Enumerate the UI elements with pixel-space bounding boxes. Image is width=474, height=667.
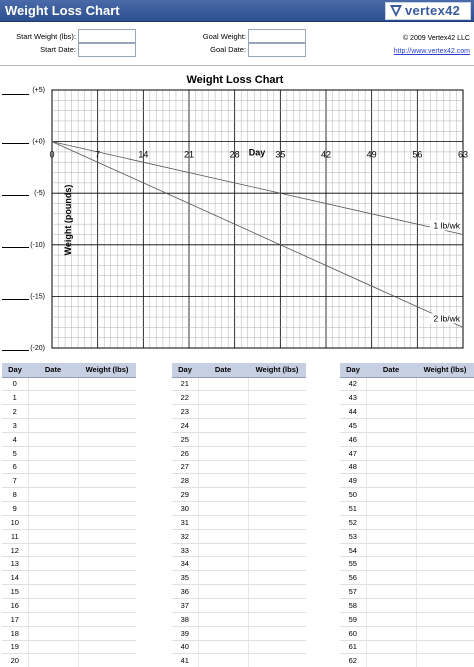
table-row [172, 585, 306, 599]
day-cell: 0 [2, 377, 28, 391]
weight-cell[interactable] [78, 419, 136, 433]
day-cell: 49 [340, 474, 366, 488]
weight-cell[interactable] [248, 599, 306, 613]
table-row [340, 543, 474, 557]
date-cell[interactable] [198, 612, 248, 626]
date-cell[interactable] [198, 654, 248, 667]
table-row [2, 654, 136, 667]
date-cell[interactable] [198, 502, 248, 516]
table-row [2, 515, 136, 529]
weight-cell[interactable] [248, 377, 306, 391]
date-cell[interactable] [366, 515, 416, 529]
table-row [172, 640, 306, 654]
table-row [2, 571, 136, 585]
weight-column-header: Weight (lbs) [78, 363, 136, 377]
weight-cell[interactable] [78, 640, 136, 654]
x-tick-label: 7 [95, 149, 101, 160]
day-column-header: Day [172, 363, 198, 377]
day-cell: 32 [172, 529, 198, 543]
weight-cell[interactable] [78, 571, 136, 585]
day-cell: 17 [2, 612, 28, 626]
date-cell[interactable] [28, 502, 78, 516]
weight-cell[interactable] [416, 474, 474, 488]
date-cell[interactable] [366, 377, 416, 391]
table-row [340, 612, 474, 626]
weight-cell[interactable] [248, 626, 306, 640]
day-cell: 7 [2, 474, 28, 488]
date-cell[interactable] [28, 585, 78, 599]
table-row [2, 377, 136, 391]
date-cell[interactable] [28, 460, 78, 474]
date-cell[interactable] [28, 599, 78, 613]
weight-cell[interactable] [248, 543, 306, 557]
date-cell[interactable] [366, 612, 416, 626]
y-axis-label: Weight (pounds) [63, 184, 73, 256]
day-cell: 12 [2, 543, 28, 557]
date-cell[interactable] [198, 488, 248, 502]
date-cell[interactable] [366, 391, 416, 405]
weight-cell[interactable] [78, 612, 136, 626]
date-cell[interactable] [366, 474, 416, 488]
weight-cell[interactable] [78, 377, 136, 391]
weight-cell[interactable] [248, 446, 306, 460]
day-cell: 22 [172, 391, 198, 405]
table-row [172, 557, 306, 571]
y-tick-label: (+5) [32, 87, 45, 94]
start-date-label: Start Date: [40, 45, 76, 54]
weight-cell[interactable] [248, 529, 306, 543]
date-column-header: Date [198, 363, 248, 377]
day-cell: 21 [172, 377, 198, 391]
date-cell[interactable] [366, 419, 416, 433]
date-cell[interactable] [366, 446, 416, 460]
start-weight-label: Start Weight (lbs): [16, 32, 76, 41]
date-cell[interactable] [198, 391, 248, 405]
table-row [172, 432, 306, 446]
day-cell: 2 [2, 405, 28, 419]
log-table-1 [2, 363, 136, 667]
goal-weight-label: Goal Weight: [202, 32, 246, 41]
date-cell[interactable] [198, 460, 248, 474]
weight-cell[interactable] [416, 612, 474, 626]
day-cell: 14 [2, 571, 28, 585]
date-cell[interactable] [28, 432, 78, 446]
day-cell: 27 [172, 460, 198, 474]
date-cell[interactable] [28, 377, 78, 391]
table-row [2, 460, 136, 474]
day-column-header: Day [340, 363, 366, 377]
table-row [2, 488, 136, 502]
weight-cell[interactable] [78, 446, 136, 460]
date-cell[interactable] [198, 599, 248, 613]
table-row [172, 599, 306, 613]
log-table-2 [172, 363, 306, 667]
table-row [172, 612, 306, 626]
date-cell[interactable] [366, 502, 416, 516]
day-cell: 5 [2, 446, 28, 460]
date-cell[interactable] [366, 529, 416, 543]
date-cell[interactable] [28, 571, 78, 585]
date-cell[interactable] [28, 529, 78, 543]
date-cell[interactable] [28, 612, 78, 626]
day-cell: 57 [340, 585, 366, 599]
day-cell: 24 [172, 419, 198, 433]
day-cell: 45 [340, 419, 366, 433]
table-row [2, 626, 136, 640]
table-row [2, 446, 136, 460]
weight-cell[interactable] [248, 640, 306, 654]
day-cell: 18 [2, 626, 28, 640]
series-label: 1 lb/wk [433, 220, 460, 231]
table-row [2, 474, 136, 488]
weight-cell[interactable] [78, 557, 136, 571]
table-row [340, 432, 474, 446]
weight-cell[interactable] [416, 640, 474, 654]
plot-area [52, 90, 463, 348]
weight-column-header: Weight (lbs) [248, 363, 306, 377]
table-row [2, 405, 136, 419]
date-cell[interactable] [28, 474, 78, 488]
table-row [172, 529, 306, 543]
day-cell: 41 [172, 654, 198, 667]
weight-cell[interactable] [78, 543, 136, 557]
logo-text: vertex42 [405, 3, 461, 18]
weight-cell[interactable] [248, 432, 306, 446]
table-row [340, 571, 474, 585]
day-cell: 16 [2, 599, 28, 613]
date-cell[interactable] [198, 626, 248, 640]
date-cell[interactable] [198, 529, 248, 543]
table-row [340, 419, 474, 433]
day-cell: 43 [340, 391, 366, 405]
x-tick-label: 35 [275, 149, 286, 160]
weight-cell[interactable] [78, 432, 136, 446]
weight-cell[interactable] [78, 529, 136, 543]
weight-cell[interactable] [416, 515, 474, 529]
day-cell: 3 [2, 419, 28, 433]
weight-cell[interactable] [78, 391, 136, 405]
weight-cell[interactable] [248, 585, 306, 599]
day-cell: 25 [172, 432, 198, 446]
day-cell: 1 [2, 391, 28, 405]
table-row [172, 391, 306, 405]
day-cell: 42 [340, 377, 366, 391]
day-cell: 30 [172, 502, 198, 516]
table-row [2, 585, 136, 599]
table-row [172, 515, 306, 529]
weight-cell[interactable] [78, 654, 136, 667]
table-row [2, 557, 136, 571]
date-cell[interactable] [28, 446, 78, 460]
y-tick-label: (-15) [30, 293, 45, 301]
weight-cell[interactable] [78, 626, 136, 640]
weight-cell[interactable] [78, 474, 136, 488]
day-cell: 9 [2, 502, 28, 516]
day-cell: 54 [340, 543, 366, 557]
table-row [172, 405, 306, 419]
date-cell[interactable] [198, 405, 248, 419]
table-row [340, 626, 474, 640]
date-cell[interactable] [366, 571, 416, 585]
weight-cell[interactable] [416, 405, 474, 419]
goal-date-label: Goal Date: [210, 45, 246, 54]
day-cell: 60 [340, 626, 366, 640]
x-tick-label: 42 [320, 149, 332, 160]
date-cell[interactable] [28, 654, 78, 667]
table-row [172, 488, 306, 502]
date-cell[interactable] [366, 460, 416, 474]
day-cell: 4 [2, 432, 28, 446]
weight-cell[interactable] [248, 502, 306, 516]
weight-cell[interactable] [78, 585, 136, 599]
date-cell[interactable] [198, 446, 248, 460]
day-cell: 35 [172, 571, 198, 585]
date-cell[interactable] [28, 543, 78, 557]
weight-column-header: Weight (lbs) [416, 363, 474, 377]
x-tick-label: 63 [457, 149, 469, 160]
day-cell: 37 [172, 599, 198, 613]
table-row [340, 460, 474, 474]
page-title: Weight Loss Chart [5, 3, 120, 18]
date-cell[interactable] [366, 405, 416, 419]
table-row [172, 419, 306, 433]
weight-cell[interactable] [416, 654, 474, 667]
day-cell: 33 [172, 543, 198, 557]
chart-title: Weight Loss Chart [186, 74, 284, 86]
table-row [172, 571, 306, 585]
date-cell[interactable] [28, 557, 78, 571]
day-cell: 28 [172, 474, 198, 488]
date-cell[interactable] [28, 626, 78, 640]
day-cell: 11 [2, 529, 28, 543]
x-axis-label: Day [248, 147, 266, 158]
date-cell[interactable] [366, 640, 416, 654]
date-cell[interactable] [28, 391, 78, 405]
weight-cell[interactable] [416, 446, 474, 460]
table-row [172, 654, 306, 667]
date-cell[interactable] [366, 654, 416, 667]
day-cell: 15 [2, 585, 28, 599]
table-row [172, 446, 306, 460]
date-cell[interactable] [198, 515, 248, 529]
date-cell[interactable] [28, 488, 78, 502]
table-row [340, 391, 474, 405]
table-row [340, 515, 474, 529]
day-cell: 59 [340, 612, 366, 626]
weight-cell[interactable] [248, 488, 306, 502]
table-row [172, 626, 306, 640]
weight-cell[interactable] [416, 377, 474, 391]
date-cell[interactable] [198, 571, 248, 585]
x-tick-label: 56 [412, 149, 423, 160]
day-cell: 52 [340, 515, 366, 529]
day-cell: 23 [172, 405, 198, 419]
table-row [340, 654, 474, 667]
day-cell: 29 [172, 488, 198, 502]
weight-cell[interactable] [416, 626, 474, 640]
table-row [340, 640, 474, 654]
day-cell: 51 [340, 502, 366, 516]
weight-cell[interactable] [248, 654, 306, 667]
day-cell: 62 [340, 654, 366, 667]
date-cell[interactable] [28, 515, 78, 529]
date-cell[interactable] [198, 377, 248, 391]
weight-cell[interactable] [416, 391, 474, 405]
copyright-text: © 2009 Vertex42 LLC [402, 35, 470, 42]
weight-cell[interactable] [78, 599, 136, 613]
date-cell[interactable] [366, 432, 416, 446]
day-cell: 19 [2, 640, 28, 654]
table-row [340, 585, 474, 599]
weight-cell[interactable] [248, 474, 306, 488]
weight-cell[interactable] [416, 585, 474, 599]
y-tick-label: (-10) [30, 241, 45, 249]
table-row [340, 405, 474, 419]
table-row [340, 474, 474, 488]
table-row [2, 612, 136, 626]
table-row [172, 502, 306, 516]
date-cell[interactable] [366, 599, 416, 613]
date-cell[interactable] [198, 432, 248, 446]
date-cell[interactable] [198, 474, 248, 488]
weight-cell[interactable] [416, 488, 474, 502]
date-cell[interactable] [366, 543, 416, 557]
y-tick-label: (-5) [34, 190, 45, 198]
day-cell: 6 [2, 460, 28, 474]
day-cell: 58 [340, 599, 366, 613]
x-tick-label: 49 [366, 149, 377, 160]
date-cell[interactable] [28, 419, 78, 433]
day-cell: 34 [172, 557, 198, 571]
day-cell: 13 [2, 557, 28, 571]
date-column-header: Date [28, 363, 78, 377]
date-cell[interactable] [198, 640, 248, 654]
table-row [2, 529, 136, 543]
day-cell: 36 [172, 585, 198, 599]
x-tick-label: 0 [49, 149, 55, 160]
day-cell: 40 [172, 640, 198, 654]
table-row [2, 419, 136, 433]
day-cell: 10 [2, 515, 28, 529]
table-row [2, 502, 136, 516]
weight-cell[interactable] [78, 515, 136, 529]
day-cell: 26 [172, 446, 198, 460]
date-cell[interactable] [366, 557, 416, 571]
weight-cell[interactable] [416, 543, 474, 557]
date-cell[interactable] [28, 640, 78, 654]
x-tick-label: 14 [138, 149, 149, 160]
table-row [340, 488, 474, 502]
weight-cell[interactable] [248, 460, 306, 474]
weight-cell[interactable] [416, 460, 474, 474]
weight-cell[interactable] [78, 460, 136, 474]
x-tick-label: 28 [229, 149, 240, 160]
date-cell[interactable] [198, 543, 248, 557]
day-cell: 61 [340, 640, 366, 654]
weight-cell[interactable] [416, 419, 474, 433]
day-cell: 38 [172, 612, 198, 626]
y-tick-label: (-20) [30, 345, 45, 352]
table-row [172, 543, 306, 557]
day-cell: 56 [340, 571, 366, 585]
date-cell[interactable] [366, 585, 416, 599]
date-cell[interactable] [28, 405, 78, 419]
day-cell: 53 [340, 529, 366, 543]
date-cell[interactable] [198, 585, 248, 599]
table-row [2, 640, 136, 654]
weight-cell[interactable] [248, 515, 306, 529]
day-cell: 31 [172, 515, 198, 529]
date-cell[interactable] [366, 626, 416, 640]
weight-cell[interactable] [248, 612, 306, 626]
weight-cell[interactable] [78, 405, 136, 419]
series-label: 2 lb/wk [433, 313, 460, 324]
table-row [340, 377, 474, 391]
log-table-3 [340, 363, 474, 667]
table-row [340, 502, 474, 516]
table-row [340, 446, 474, 460]
weight-cell[interactable] [416, 502, 474, 516]
weight-cell[interactable] [78, 502, 136, 516]
table-row [340, 557, 474, 571]
date-cell[interactable] [198, 419, 248, 433]
date-column-header: Date [366, 363, 416, 377]
weight-cell[interactable] [416, 571, 474, 585]
table-row [172, 474, 306, 488]
table-row [2, 432, 136, 446]
x-tick-label: 21 [183, 149, 195, 160]
table-row [2, 543, 136, 557]
day-cell: 48 [340, 460, 366, 474]
y-tick-label: (+0) [32, 138, 45, 146]
day-cell: 39 [172, 626, 198, 640]
vertex42-link[interactable]: http://www.vertex42.com [393, 48, 470, 55]
weight-cell[interactable] [248, 419, 306, 433]
day-cell: 50 [340, 488, 366, 502]
day-cell: 46 [340, 432, 366, 446]
day-cell: 20 [2, 654, 28, 667]
table-row [172, 460, 306, 474]
weight-cell[interactable] [416, 529, 474, 543]
weight-cell[interactable] [248, 391, 306, 405]
table-row [2, 391, 136, 405]
weight-cell[interactable] [416, 557, 474, 571]
weight-cell[interactable] [78, 488, 136, 502]
table-row [172, 377, 306, 391]
weight-cell[interactable] [248, 571, 306, 585]
day-cell: 8 [2, 488, 28, 502]
date-cell[interactable] [366, 488, 416, 502]
day-cell: 47 [340, 446, 366, 460]
weight-cell[interactable] [416, 599, 474, 613]
date-cell[interactable] [198, 557, 248, 571]
day-column-header: Day [2, 363, 28, 377]
weight-cell[interactable] [248, 405, 306, 419]
day-cell: 55 [340, 557, 366, 571]
table-row [340, 529, 474, 543]
table-row [2, 599, 136, 613]
day-cell: 44 [340, 405, 366, 419]
weight-cell[interactable] [248, 557, 306, 571]
table-row [340, 599, 474, 613]
weight-cell[interactable] [416, 432, 474, 446]
